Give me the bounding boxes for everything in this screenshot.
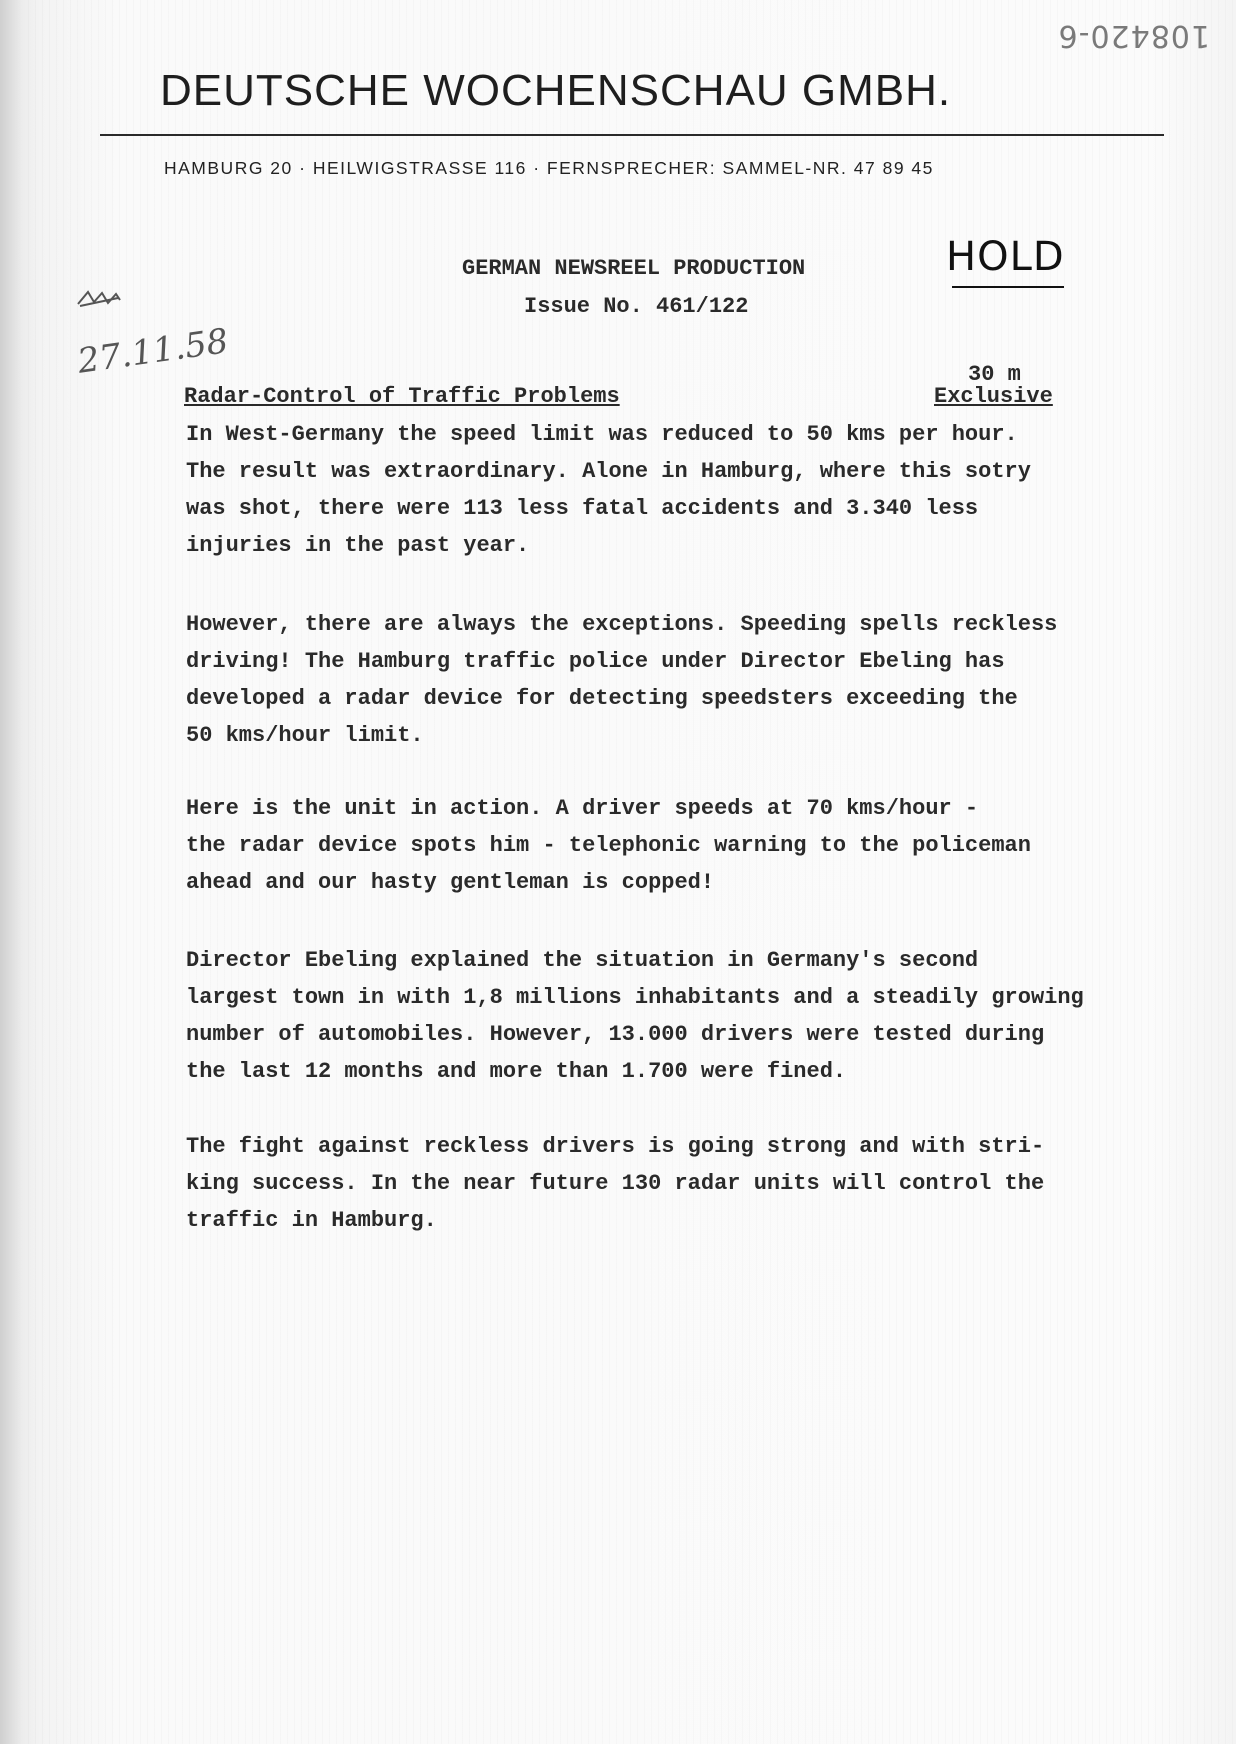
letterhead-address: HAMBURG 20 · HEILWIGSTRASSE 116 · FERNSPRECHER: SAMMEL-NR. 47 89 45 (164, 158, 934, 178)
text-line: king success. In the near future 130 radar units will control the (186, 1171, 1045, 1196)
text-line: Director Ebeling explained the situation in Germany's second (186, 948, 979, 973)
text-line: injuries in the past year. (186, 533, 530, 558)
text-line: However, there are always the exceptions. Speeding spells reckless (186, 612, 1058, 637)
text-line: The result was extraordinary. Alone in Hamburg, where this sotry (186, 459, 1031, 484)
paragraph (186, 416, 1031, 564)
handwritten-date: 27.11.58 (75, 321, 231, 382)
text-line: largest town in with 1,8 millions inhabitants and a steadily growing (186, 985, 1084, 1010)
letterhead-rule (100, 134, 1164, 136)
text-line: The fight against reckless drivers is going strong and with stri- (186, 1134, 1045, 1159)
text-line: the last 12 months and more than 1.700 were fined. (186, 1059, 847, 1084)
scribble-mark (76, 288, 122, 310)
text-line: number of automobiles. However, 13.000 drivers were tested during (186, 1022, 1045, 1047)
paragraph (186, 606, 1057, 754)
text-line: the radar device spots him - telephonic warning to the policeman (186, 833, 1031, 858)
hold-underline (952, 286, 1064, 288)
paragraph (186, 790, 1031, 901)
production-title: GERMAN NEWSREEL PRODUCTION (462, 256, 806, 281)
text-line: In West-Germany the speed limit was reduced to 50 kms per hour. (186, 422, 1018, 447)
issue-number: Issue No. 461/122 (524, 294, 749, 319)
archive-number: 108420-6 (1057, 18, 1210, 53)
paragraph (186, 1128, 1044, 1239)
rights-label: Exclusive (934, 384, 1053, 409)
text-line: traffic in Hamburg. (186, 1208, 437, 1233)
film-length: 30 m (968, 362, 1021, 387)
text-line: developed a radar device for detecting speedsters exceeding the (186, 686, 1018, 711)
letterhead-company: DEUTSCHE WOCHENSCHAU GMBH. (160, 66, 952, 115)
paragraph (186, 942, 1084, 1090)
text-line: driving! The Hamburg traffic police under Director Ebeling has (186, 649, 1005, 674)
story-title: Radar-Control of Traffic Problems (184, 384, 620, 409)
text-line: 50 kms/hour limit. (186, 723, 424, 748)
page-edge-shadow (0, 0, 22, 1744)
text-line: Here is the unit in action. A driver speeds at 70 kms/hour - (186, 796, 979, 821)
hold-stamp: HOLD (946, 234, 1065, 280)
text-line: was shot, there were 113 less fatal accidents and 3.340 less (186, 496, 979, 521)
text-line: ahead and our hasty gentleman is copped! (186, 870, 715, 895)
